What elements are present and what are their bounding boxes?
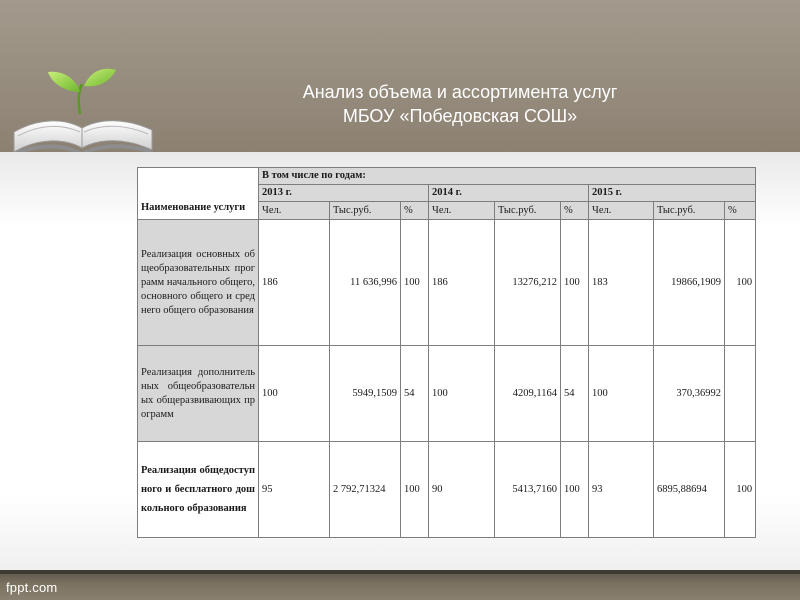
year-header-2014: 2014 г. <box>429 185 589 202</box>
subheader-people-2014: Чел. <box>429 202 495 220</box>
column-header-name: Наименование услуги <box>138 168 259 220</box>
table-row <box>138 346 756 442</box>
table-cell: 183 <box>589 220 654 346</box>
subheader-percent-2014: % <box>561 202 589 220</box>
table-cell: 11 636,996 <box>330 220 401 346</box>
footer-band <box>0 570 800 600</box>
row-service-name: Реализация основных общеобразовательных программ начального общего, основного общего и среднего общего образования <box>138 220 259 346</box>
subheader-thousand-rub-2014: Тыс.руб. <box>495 202 561 220</box>
slide-title-line1: Анализ объема и ассортимента услуг <box>302 82 618 102</box>
row-service-name: Реализация дополнительных общеобразовательных общеразвивающих программ <box>138 346 259 442</box>
table-cell: 100 <box>401 442 429 538</box>
table-cell: 100 <box>725 220 756 346</box>
services-table <box>137 167 756 538</box>
subheader-thousand-rub-2015: Тыс.руб. <box>654 202 725 220</box>
table-cell: 100 <box>401 220 429 346</box>
table-cell: 2 792,71324 <box>330 442 401 538</box>
table-cell: 100 <box>259 346 330 442</box>
table-cell: 6895,88694 <box>654 442 725 538</box>
table-cell: 5413,7160 <box>495 442 561 538</box>
footer-divider <box>0 570 800 574</box>
row-service-name: Реализация общедоступного и бесплатного дошкольного образования <box>138 442 259 538</box>
table-cell: 100 <box>589 346 654 442</box>
slide-title <box>240 80 680 128</box>
header-row-1 <box>138 168 756 185</box>
subheader-percent-2013: % <box>401 202 429 220</box>
table-cell: 4209,1164 <box>495 346 561 442</box>
table-cell: 95 <box>259 442 330 538</box>
table-cell: 5949,1509 <box>330 346 401 442</box>
table-cell: 100 <box>561 442 589 538</box>
table-cell: 13276,212 <box>495 220 561 346</box>
table-row <box>138 442 756 538</box>
table-cell: 186 <box>259 220 330 346</box>
table-cell: 93 <box>589 442 654 538</box>
open-book-sprout-icon <box>8 62 158 160</box>
table-cell: 186 <box>429 220 495 346</box>
subheader-people-2013: Чел. <box>259 202 330 220</box>
year-header-2013: 2013 г. <box>259 185 429 202</box>
table-cell: 100 <box>561 220 589 346</box>
table-cell: 100 <box>725 442 756 538</box>
table-cell: 54 <box>561 346 589 442</box>
subheader-percent-2015: % <box>725 202 756 220</box>
slide-title-line2: МБОУ «Победовская СОШ» <box>342 106 578 126</box>
table-row <box>138 220 756 346</box>
year-header-2015: 2015 г. <box>589 185 756 202</box>
table-cell: 100 <box>429 346 495 442</box>
table-cell: 90 <box>429 442 495 538</box>
table-cell: 19866,1909 <box>654 220 725 346</box>
table-cell: 54 <box>401 346 429 442</box>
footer-brand-text: fppt.com <box>6 580 58 595</box>
table-cell: 370,36992 <box>654 346 725 442</box>
subheader-people-2015: Чел. <box>589 202 654 220</box>
column-header-years: В том числе по годам: <box>259 168 756 185</box>
table-cell <box>725 346 756 442</box>
subheader-thousand-rub-2013: Тыс.руб. <box>330 202 401 220</box>
